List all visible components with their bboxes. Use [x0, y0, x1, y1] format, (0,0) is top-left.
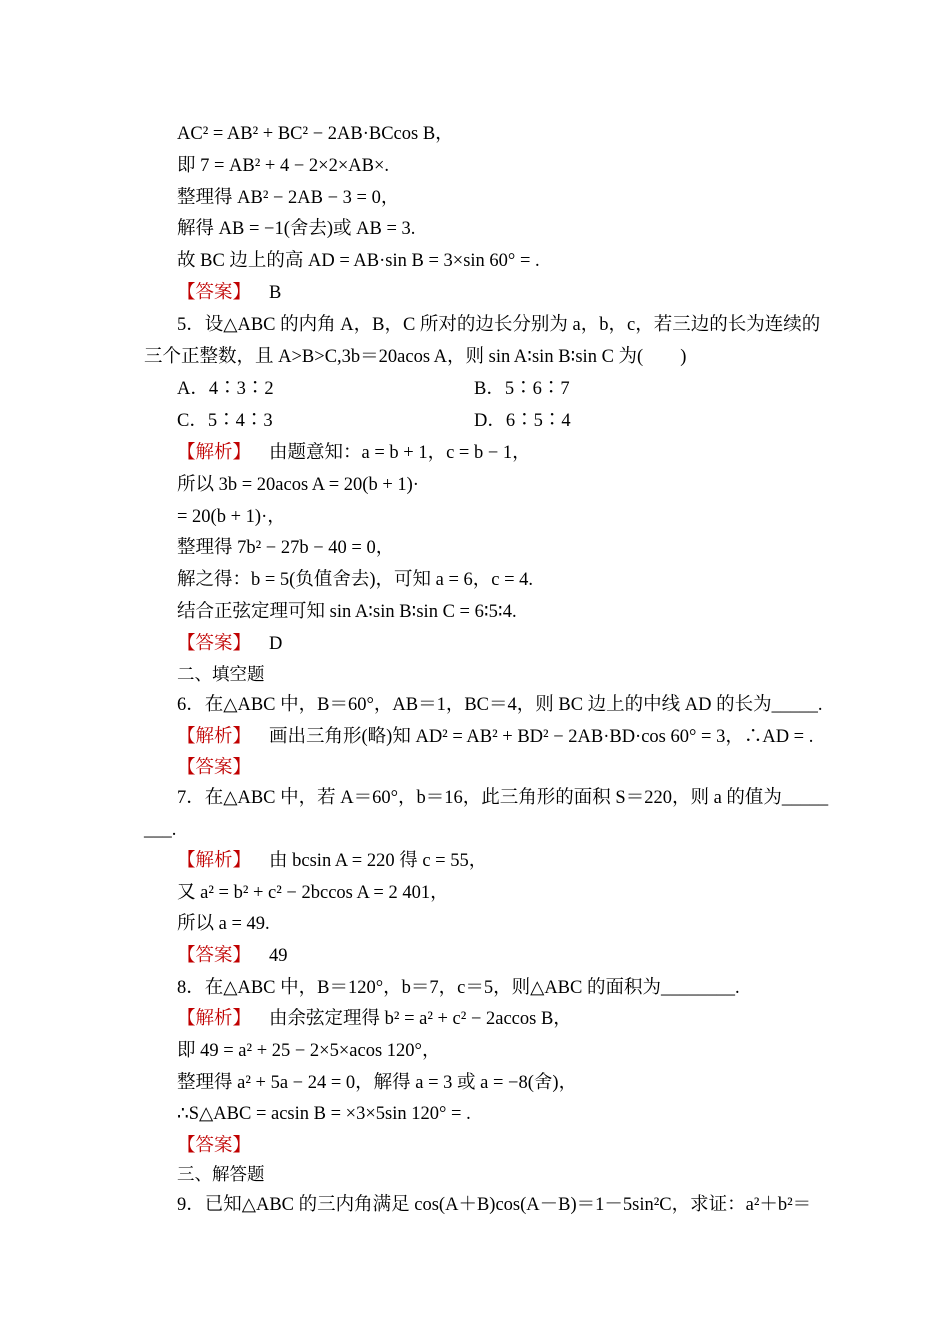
text-line: 整理得 7b² − 27b − 40 = 0，	[177, 538, 395, 558]
answer-tag: 【答案】	[177, 634, 252, 654]
analysis-line	[177, 440, 531, 466]
option-c: C．5∶4∶3	[177, 411, 273, 431]
question-6: 6．在△ABC 中，B＝60°，AB＝1，BC＝4，则 BC 边上的中线 AD 的长为_____.	[177, 695, 823, 715]
question-5-line-1: 5．设△ABC 的内角 A，B，C 所对的边长分别为 a，b，c，若三边的长为连续的	[177, 315, 821, 335]
question-8: 8．在△ABC 中，B＝120°，b＝7，c＝5，则△ABC 的面积为________.	[177, 978, 740, 998]
text-line: 解得 AB = −1(舍去)或 AB = 3.	[177, 219, 416, 239]
section-heading: 三、解答题	[177, 1165, 265, 1185]
answer-line	[177, 1133, 269, 1159]
answer-value: 49	[269, 946, 288, 966]
text-line: 即 7 = AB² + 4 − 2×2×AB×.	[177, 156, 390, 176]
answer-line	[177, 755, 269, 781]
analysis-tag: 【解析】	[177, 727, 252, 747]
option-d: D．6∶5∶4	[474, 411, 571, 431]
answer-tag: 【答案】	[177, 758, 252, 778]
text-line: = 20(b + 1)·，	[177, 507, 286, 527]
text-line: 解之得：b = 5(负值舍去)，可知 a = 6，c = 4.	[177, 570, 534, 590]
text-line: 结合正弦定理可知 sin A∶sin B∶sin C = 6∶5∶4.	[177, 602, 517, 622]
analysis-line	[177, 724, 813, 750]
text-line: 故 BC 边上的高 AD = AB·sin B = 3×sin 60° = .	[177, 251, 540, 271]
analysis-tag: 【解析】	[177, 851, 252, 871]
section-heading: 二、填空题	[177, 665, 265, 685]
text-line: 整理得 a² + 5a − 24 = 0，解得 a = 3 或 a = −8(舍)，	[177, 1073, 578, 1093]
analysis-line	[177, 848, 487, 874]
answer-value: D	[269, 634, 283, 654]
answer-value: B	[269, 283, 282, 303]
analysis-text: 画出三角形(略)知 AD² = AB² + BD² − 2AB·BD·cos 60° = 3，∴AD = .	[269, 727, 814, 747]
question-5-line-2: 三个正整数，且 A>B>C,3b＝20acos A，则 sin A∶sin B∶sin C 为( )	[144, 347, 687, 367]
text-line: 所以 a = 49.	[177, 914, 270, 934]
text-line: 整理得 AB² − 2AB − 3 = 0，	[177, 188, 400, 208]
text-line: 又 a² = b² + c² − 2bccos A = 2 401，	[177, 883, 449, 903]
analysis-text: 由 bcsin A = 220 得 c = 55，	[269, 851, 488, 871]
text-line: AC² = AB² + BC² − 2AB·BCcos B，	[177, 124, 454, 144]
option-a: A．4∶3∶2	[177, 379, 274, 399]
question-7-line-1: 7．在△ABC 中，若 A＝60°，b＝16，此三角形的面积 S＝220，则 a 的值为_____	[177, 788, 829, 808]
text-line: 所以 3b = 20acos A = 20(b + 1)·	[177, 475, 419, 495]
analysis-tag: 【解析】	[177, 443, 252, 463]
answer-tag: 【答案】	[177, 1136, 252, 1156]
text-line: ∴S△ABC = acsin B = ×3×5sin 120° = .	[177, 1104, 471, 1124]
question-9: 9．已知△ABC 的三内角满足 cos(A＋B)cos(A－B)＝1－5sin²C，求证：a²＋b²＝	[177, 1195, 812, 1215]
analysis-line	[177, 1006, 572, 1032]
answer-tag: 【答案】	[177, 283, 252, 303]
text-line: 即 49 = a² + 25 − 2×5×acos 120°，	[177, 1041, 441, 1061]
analysis-tag: 【解析】	[177, 1009, 252, 1029]
analysis-text: 由余弦定理得 b² = a² + c² − 2accos B，	[269, 1009, 572, 1029]
analysis-text: 由题意知：a = b + 1，c = b − 1，	[269, 443, 531, 463]
answer-line	[177, 631, 282, 657]
answer-line	[177, 943, 288, 969]
option-b: B．5∶6∶7	[474, 379, 570, 399]
answer-line	[177, 280, 281, 306]
answer-tag: 【答案】	[177, 946, 252, 966]
question-7-line-2: ___.	[144, 820, 177, 840]
